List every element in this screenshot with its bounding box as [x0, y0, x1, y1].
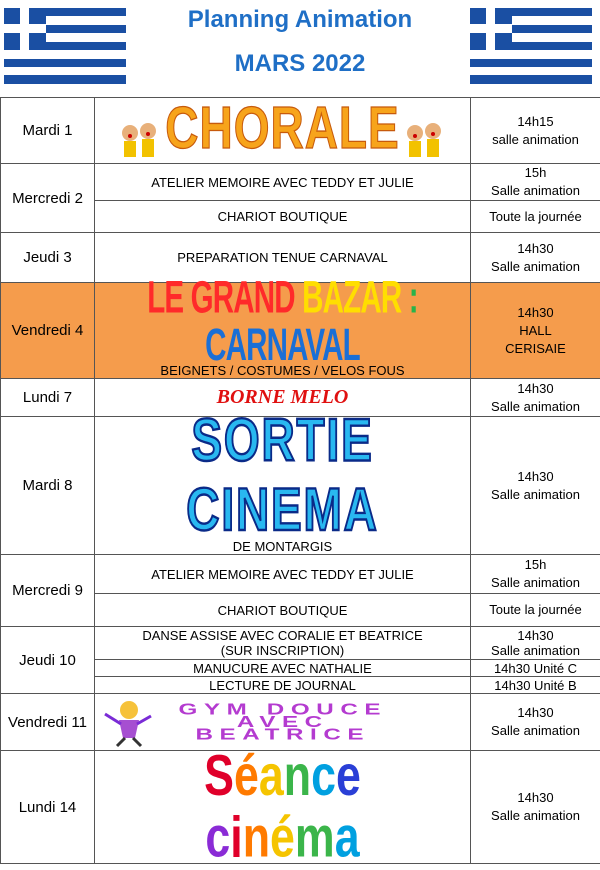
place-text: Salle animation: [471, 574, 600, 592]
day-cell: Lundi 14: [1, 751, 95, 864]
day-cell: Mardi 1: [1, 98, 95, 164]
time-cell: [471, 283, 600, 379]
activity-cell: [95, 283, 471, 379]
day-cell: Jeudi 3: [1, 233, 95, 283]
gym-line: GYM DOUCE: [178, 703, 387, 716]
page-subtitle: MARS 2022: [130, 50, 470, 78]
time-text: 14h30: [471, 704, 600, 722]
time-text: 14h15: [471, 113, 600, 131]
cinema-subtitle: DE MONTARGIS: [95, 539, 470, 554]
place-text: Salle animation: [471, 807, 600, 825]
place-text: Salle animation: [471, 486, 600, 504]
activity-cell: ATELIER MEMOIRE AVEC TEDDY ET JULIE: [95, 555, 471, 594]
time-text: 14h30: [471, 380, 600, 398]
time-cell: [471, 233, 600, 283]
time-cell: Toute la journée: [471, 594, 600, 627]
activity-cell: CHARIOT BOUTIQUE: [95, 201, 471, 233]
time-text: 14h30: [471, 628, 600, 643]
table-row: [1, 555, 600, 594]
table-row: [1, 164, 600, 201]
time-cell: [471, 379, 600, 417]
day-cell: Mercredi 2: [1, 164, 95, 233]
activity-text: (SUR INSCRIPTION): [95, 643, 470, 658]
place-text: Salle animation: [471, 398, 600, 416]
time-cell: [471, 627, 600, 660]
activity-cell: MANUCURE AVEC NATHALIE: [95, 660, 471, 677]
place-text: HALL: [471, 322, 600, 340]
activity-cell: PREPARATION TENUE CARNAVAL: [95, 233, 471, 283]
gym-line: BEATRICE: [178, 728, 387, 741]
time-text: 15h: [471, 556, 600, 574]
activity-cell: [95, 98, 471, 164]
activity-cell: [95, 694, 471, 751]
day-cell: Vendredi 4: [1, 283, 95, 379]
time-cell: [471, 164, 600, 201]
schedule-table: [0, 97, 600, 864]
chorale-title: CHORALE: [165, 92, 399, 162]
table-row: [1, 694, 600, 751]
carnaval-title: LE GRAND BAZAR : CARNAVAL: [129, 274, 437, 369]
header: [0, 0, 600, 92]
seance-cinema-title: Séance cinéma: [121, 745, 444, 868]
place-text: Salle animation: [471, 643, 600, 658]
day-cell: Mercredi 9: [1, 555, 95, 627]
gymnast-icon: [99, 698, 155, 748]
place-text: CERISAIE: [471, 340, 600, 358]
place-text: Salle animation: [471, 258, 600, 276]
activity-cell: [95, 417, 471, 555]
table-row: [1, 283, 600, 379]
greek-flag-icon: [4, 8, 126, 84]
activity-cell: LECTURE DE JOURNAL: [95, 677, 471, 694]
gym-line: AVEC: [178, 715, 387, 728]
activity-cell: [95, 751, 471, 864]
day-cell: Lundi 7: [1, 379, 95, 417]
singers-icon: [118, 119, 162, 161]
place-text: salle animation: [471, 131, 600, 149]
place-text: Salle animation: [471, 722, 600, 740]
day-cell: Mardi 8: [1, 417, 95, 555]
table-row: [1, 98, 600, 164]
activity-cell: CHARIOT BOUTIQUE: [95, 594, 471, 627]
table-row: [1, 751, 600, 864]
activity-cell: ATELIER MEMOIRE AVEC TEDDY ET JULIE: [95, 164, 471, 201]
time-text: 15h: [471, 164, 600, 182]
page-title: Planning Animation: [130, 6, 470, 34]
time-cell: [471, 751, 600, 864]
table-row: [1, 417, 600, 555]
gym-douce-title: [178, 703, 387, 741]
activity-text: DANSE ASSISE AVEC CORALIE ET BEATRICE: [95, 628, 470, 643]
greek-flag-icon: [470, 8, 592, 84]
activity-cell: [95, 627, 471, 660]
place-text: Salle animation: [471, 182, 600, 200]
table-row: [1, 627, 600, 660]
time-cell: 14h30 Unité C: [471, 660, 600, 677]
time-cell: [471, 98, 600, 164]
carnaval-subtitle: BEIGNETS / COSTUMES / VELOS FOUS: [95, 363, 470, 378]
singers-icon: [403, 119, 447, 161]
time-cell: Toute la journée: [471, 201, 600, 233]
day-cell: Jeudi 10: [1, 627, 95, 694]
day-cell: Vendredi 11: [1, 694, 95, 751]
time-cell: [471, 417, 600, 555]
borne-melo-title: BORNE MELO: [217, 386, 349, 408]
time-text: 14h30: [471, 240, 600, 258]
time-text: 14h30: [471, 304, 600, 322]
sortie-cinema-title: SORTIE CINEMA: [110, 405, 455, 544]
time-cell: [471, 694, 600, 751]
time-text: 14h30: [471, 468, 600, 486]
time-cell: [471, 555, 600, 594]
time-text: 14h30: [471, 789, 600, 807]
time-cell: 14h30 Unité B: [471, 677, 600, 694]
